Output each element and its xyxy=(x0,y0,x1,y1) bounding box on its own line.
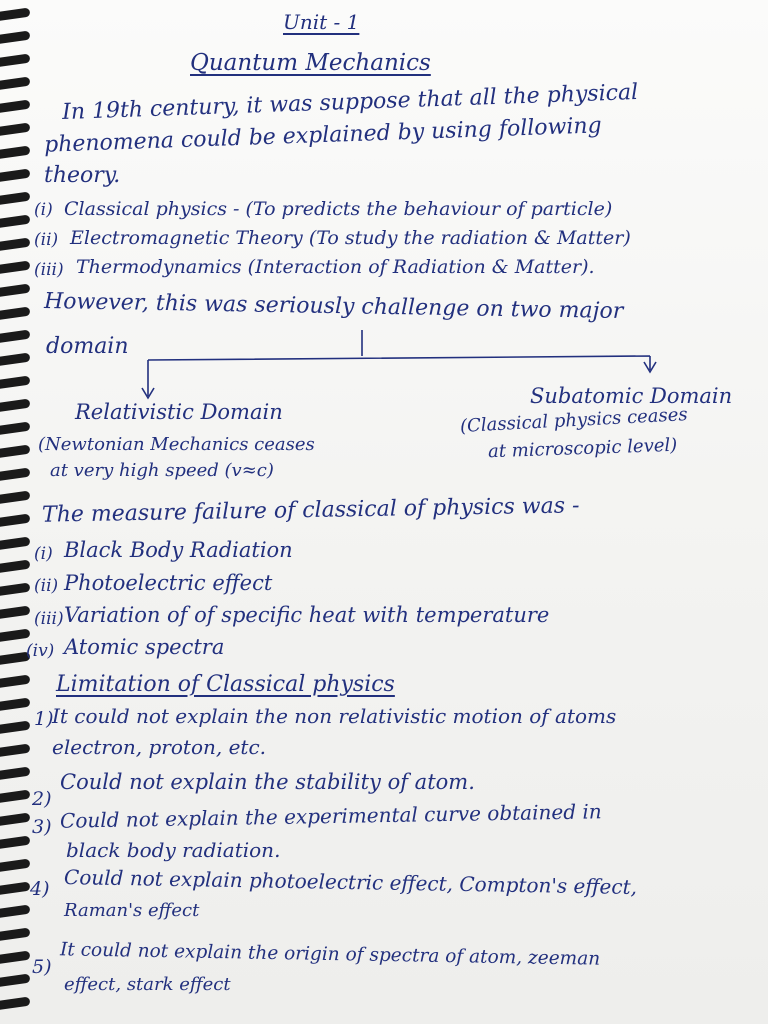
relativistic-domain-line-2: at very high speed (v≈c) xyxy=(50,460,274,481)
failure-number: (i) xyxy=(34,544,53,564)
theory-text: Classical physics - (To predicts the behaviour of particle) xyxy=(64,198,613,220)
unit-heading: Unit - 1 xyxy=(283,10,360,34)
challenge-line-1: However, this was seriously challenge on two major xyxy=(43,288,624,325)
theory-number: (iii) xyxy=(34,260,64,280)
limitation-heading: Limitation of Classical physics xyxy=(56,672,395,697)
page-title: Quantum Mechanics xyxy=(190,50,431,76)
limitation-line-1: It could not explain the origin of spectra of atom, zeeman xyxy=(59,939,601,970)
limitation-number: 2) xyxy=(32,788,52,810)
failure-number: (iv) xyxy=(26,641,55,661)
theory-number: (i) xyxy=(34,200,53,220)
limitation-number: 5) xyxy=(32,956,52,978)
relativistic-domain-title: Relativistic Domain xyxy=(75,400,283,424)
theory-text: Thermodynamics (Interaction of Radiation & Matter). xyxy=(76,256,595,278)
limitation-number: 3) xyxy=(32,816,52,838)
failure-text: Variation of of specific heat with temperature xyxy=(64,603,550,627)
limitation-line-1: Could not explain the stability of atom. xyxy=(60,770,475,794)
relativistic-domain-line-1: (Newtonian Mechanics ceases xyxy=(38,434,315,455)
theory-text: Electromagnetic Theory (To study the radiation & Matter) xyxy=(70,227,631,249)
limitation-line-1: Could not explain the experimental curve obtained in xyxy=(59,799,602,833)
subatomic-domain-title: Subatomic Domain xyxy=(530,384,733,408)
limitation-line-2: effect, stark effect xyxy=(64,974,231,995)
limitation-line-2: black body radiation. xyxy=(66,838,281,862)
intro-line-3: theory. xyxy=(44,163,121,188)
theory-number: (ii) xyxy=(34,230,59,250)
limitation-line-2: Raman's effect xyxy=(64,900,200,921)
challenge-line-2: domain xyxy=(46,334,129,359)
limitation-line-1: Could not explain photoelectric effect, Compton's effect, xyxy=(63,865,638,899)
intro-line-1: In 19th century, it was suppose that all the physical xyxy=(61,79,639,126)
subatomic-domain-line-1: (Classical physics ceases xyxy=(459,404,689,437)
limitation-line-2: electron, proton, etc. xyxy=(52,735,267,759)
failure-number: (ii) xyxy=(34,576,59,596)
limitation-number: 4) xyxy=(30,878,50,900)
intro-line-2: phenomena could be explained by using following xyxy=(43,113,603,158)
failure-heading: The measure failure of classical of physics was - xyxy=(41,493,580,528)
limitation-line-1: It could not explain the non relativistic motion of atoms xyxy=(52,704,617,728)
failure-text: Atomic spectra xyxy=(64,635,225,659)
limitation-number: 1) xyxy=(34,708,54,730)
subatomic-domain-line-2: at microscopic level) xyxy=(487,434,678,463)
failure-number: (iii) xyxy=(34,609,64,629)
failure-text: Photoelectric effect xyxy=(64,571,273,595)
failure-text: Black Body Radiation xyxy=(64,538,293,562)
